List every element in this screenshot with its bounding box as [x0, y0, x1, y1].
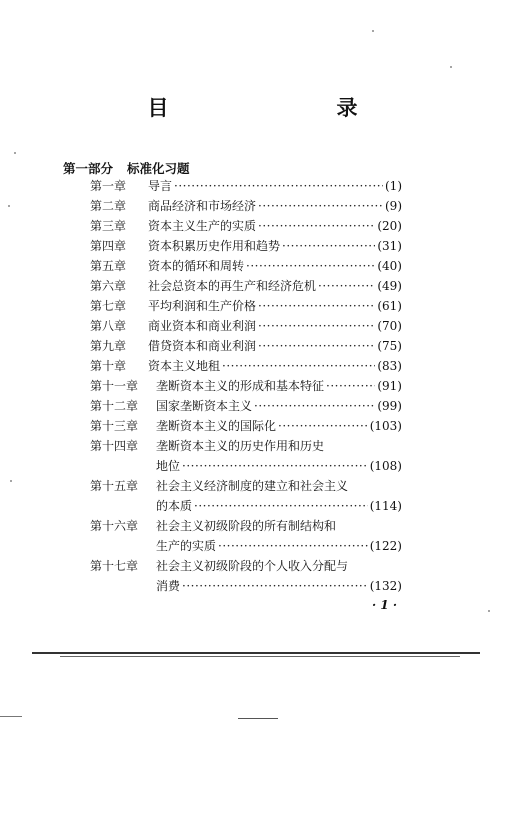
chapter-number: 第八章 [90, 319, 127, 333]
toc-entry [90, 356, 402, 376]
page-number: (9) [385, 199, 402, 213]
dot-leader [258, 216, 375, 236]
chapter-number: 第十六章 [90, 519, 139, 533]
part-title: 标准化习题 [127, 161, 190, 176]
dot-leader [182, 456, 368, 476]
scan-line [238, 718, 278, 719]
toc-entry [90, 436, 402, 456]
toc-entry-continuation [90, 496, 402, 516]
dot-leader [258, 196, 383, 216]
chapter-number: 第十章 [90, 359, 127, 373]
dot-leader [326, 376, 375, 396]
page-number: (103) [369, 419, 402, 433]
chapter-title-continuation: 的本质 [156, 499, 193, 513]
chapter-title: 社会主义初级阶段的所有制结构和 [156, 519, 337, 533]
dot-leader [182, 576, 368, 596]
scan-speck [372, 30, 374, 32]
chapter-title: 商品经济和市场经济 [148, 199, 257, 213]
toc-entry [90, 256, 402, 276]
page-number: (83) [377, 359, 402, 373]
toc-entry [90, 396, 402, 416]
page-number: (75) [377, 339, 402, 353]
toc-entry [90, 296, 402, 316]
chapter-title: 垄断资本主义的历史作用和历史 [156, 439, 325, 453]
chapter-title: 资本主义生产的实质 [148, 219, 257, 233]
chapter-title: 垄断资本主义的国际化 [156, 419, 277, 433]
chapter-title: 资本的循环和周转 [148, 259, 245, 273]
part-label: 第一部分 [63, 161, 114, 176]
dot-leader [278, 416, 368, 436]
dot-leader [174, 176, 383, 196]
page-number: (91) [377, 379, 402, 393]
page-number: (132) [369, 579, 402, 593]
page-number: (1) [385, 179, 402, 193]
chapter-title: 垄断资本主义的形成和基本特征 [156, 379, 325, 393]
chapter-title: 平均利润和生产价格 [148, 299, 257, 313]
chapter-number: 第十二章 [90, 399, 139, 413]
dot-leader [258, 336, 375, 356]
chapter-number: 第四章 [90, 239, 127, 253]
chapter-number: 第十五章 [90, 479, 139, 493]
page-number: (31) [377, 239, 402, 253]
dot-leader [282, 236, 375, 256]
toc-entry [90, 176, 402, 196]
chapter-number: 第十四章 [90, 439, 139, 453]
dot-leader [246, 256, 375, 276]
toc-entry [90, 516, 402, 536]
page-number: (108) [369, 459, 402, 473]
scan-line [0, 716, 22, 717]
chapter-title-continuation: 地位 [156, 459, 181, 473]
chapter-title-continuation: 生产的实质 [156, 539, 217, 553]
toc-entry [90, 216, 402, 236]
scan-speck [450, 66, 452, 68]
chapter-number: 第五章 [90, 259, 127, 273]
dot-leader [222, 356, 375, 376]
scan-line [60, 656, 460, 657]
chapter-title: 借贷资本和商业利润 [148, 339, 257, 353]
scan-speck [10, 480, 12, 482]
toc-entry [90, 416, 402, 436]
page-number: (40) [377, 259, 402, 273]
chapter-number: 第七章 [90, 299, 127, 313]
dot-leader [318, 276, 375, 296]
scan-line [32, 652, 480, 654]
chapter-number: 第十七章 [90, 559, 139, 573]
chapter-title: 资本积累历史作用和趋势 [148, 239, 281, 253]
toc-entry-continuation [90, 536, 402, 556]
toc-entry-continuation [90, 576, 402, 596]
chapter-title: 社会主义经济制度的建立和社会主义 [156, 479, 349, 493]
chapter-number: 第六章 [90, 279, 127, 293]
chapter-title: 资本主义地租 [148, 359, 221, 373]
chapter-number: 第十一章 [90, 379, 139, 393]
toc-entry [90, 556, 402, 576]
chapter-title: 国家垄断资本主义 [156, 399, 253, 413]
chapter-number: 第二章 [90, 199, 127, 213]
chapter-title: 社会主义初级阶段的个人收入分配与 [156, 559, 349, 573]
dot-leader [194, 496, 368, 516]
chapter-number: 第三章 [90, 219, 127, 233]
chapter-number: 第十三章 [90, 419, 139, 433]
toc-entry [90, 376, 402, 396]
page-number: (70) [377, 319, 402, 333]
page-number: (114) [369, 499, 402, 513]
part-heading [63, 159, 190, 177]
page-title: 目 录 [147, 96, 400, 120]
table-of-contents [90, 176, 402, 596]
dot-leader [258, 296, 375, 316]
dot-leader [254, 396, 375, 416]
toc-entry [90, 316, 402, 336]
chapter-title-continuation: 消费 [156, 579, 181, 593]
scan-speck [8, 205, 10, 207]
toc-entry [90, 276, 402, 296]
page-number: (61) [377, 299, 402, 313]
scan-speck [488, 610, 490, 612]
toc-entry-continuation [90, 456, 402, 476]
chapter-title: 导言 [148, 179, 173, 193]
dot-leader [258, 316, 375, 336]
chapter-number: 第九章 [90, 339, 127, 353]
toc-entry [90, 336, 402, 356]
page-number: (49) [377, 279, 402, 293]
chapter-number: 第一章 [90, 179, 127, 193]
page-number: (122) [369, 539, 402, 553]
toc-entry [90, 196, 402, 216]
page-folio: · 1 · [372, 598, 398, 612]
page-number: (99) [377, 399, 402, 413]
scan-speck [14, 152, 16, 154]
toc-entry [90, 476, 402, 496]
toc-entry [90, 236, 402, 256]
page-number: (20) [377, 219, 402, 233]
dot-leader [218, 536, 368, 556]
chapter-title: 商业资本和商业利润 [148, 319, 257, 333]
chapter-title: 社会总资本的再生产和经济危机 [148, 279, 317, 293]
